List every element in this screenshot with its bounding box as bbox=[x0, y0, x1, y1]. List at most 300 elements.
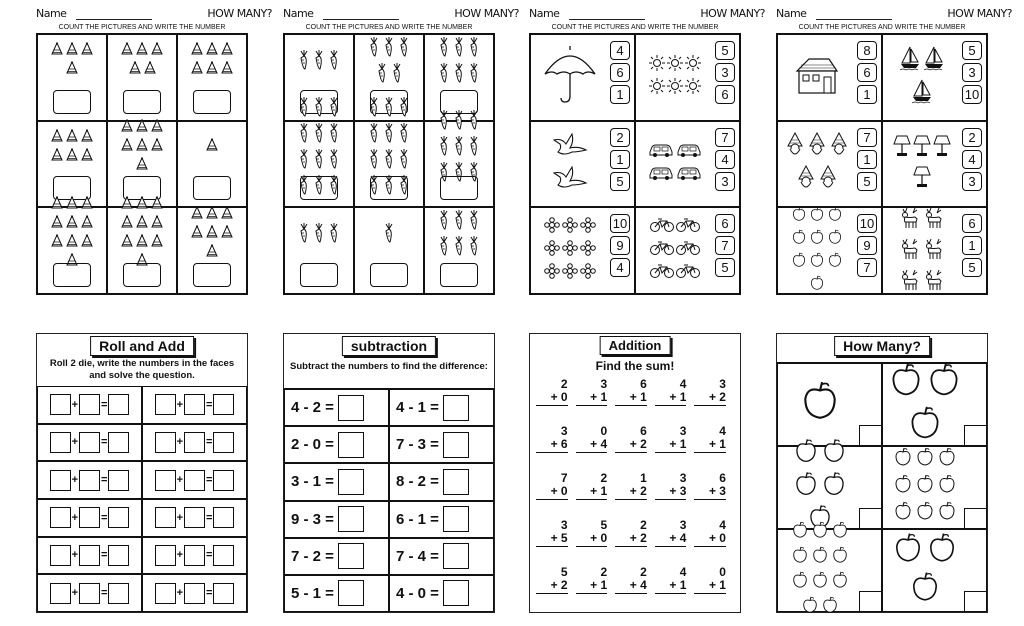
equation-text: 5 - 1 = bbox=[291, 584, 334, 602]
addition-problem bbox=[576, 519, 616, 557]
party-hat-icon bbox=[65, 215, 79, 234]
answer-box[interactable] bbox=[964, 591, 986, 611]
die-box[interactable] bbox=[184, 470, 205, 491]
sum-space[interactable] bbox=[655, 406, 687, 416]
bicycle-icon bbox=[676, 217, 700, 238]
bird-icon bbox=[552, 165, 588, 196]
answer-box[interactable] bbox=[370, 176, 408, 200]
addend-bottom: + 1 bbox=[694, 438, 726, 453]
equals-sign: = bbox=[206, 474, 213, 487]
addend-bottom: + 2 bbox=[694, 391, 726, 406]
sum-space[interactable] bbox=[615, 594, 647, 604]
addend-top: 3 bbox=[679, 518, 687, 532]
die-box[interactable] bbox=[155, 470, 176, 491]
addition-title: Addition bbox=[600, 336, 671, 355]
sum-space[interactable] bbox=[655, 500, 687, 510]
carrot-icon bbox=[383, 97, 395, 122]
sum-space[interactable] bbox=[576, 594, 608, 604]
choice-cell bbox=[635, 121, 740, 208]
subtraction-problem bbox=[389, 426, 494, 463]
party-hat-icon bbox=[80, 129, 94, 148]
sum-space[interactable] bbox=[694, 500, 726, 510]
die-box[interactable] bbox=[155, 545, 176, 566]
addition-problem bbox=[655, 472, 695, 510]
addend-bottom: + 0 bbox=[536, 485, 568, 500]
number-choice[interactable]: 4 bbox=[610, 258, 630, 277]
answer-box[interactable] bbox=[300, 176, 338, 200]
answer-box[interactable] bbox=[338, 395, 364, 421]
count-cell bbox=[177, 207, 247, 294]
answer-box[interactable] bbox=[338, 543, 364, 569]
number-choice[interactable]: 10 bbox=[962, 85, 982, 104]
equals-sign: = bbox=[101, 474, 108, 487]
bicycle-icon bbox=[650, 217, 674, 238]
addend-top: 3 bbox=[600, 377, 608, 391]
carrot-icon bbox=[368, 97, 380, 122]
party-hat-icon bbox=[65, 129, 79, 148]
apple-icon bbox=[926, 532, 958, 569]
apple-icon bbox=[907, 405, 943, 446]
number-choice[interactable]: 1 bbox=[857, 150, 877, 169]
carrot-icon bbox=[298, 50, 310, 75]
carrot-icon bbox=[398, 123, 410, 148]
apple-icon bbox=[893, 447, 913, 472]
carrot-icon-group bbox=[285, 208, 353, 262]
number-choice[interactable]: 5 bbox=[857, 172, 877, 191]
party-hat-icon bbox=[80, 42, 94, 61]
sun-icon bbox=[649, 55, 665, 76]
party-hat-icon bbox=[135, 157, 149, 176]
addition-problem bbox=[615, 519, 655, 557]
choice-cell bbox=[777, 34, 882, 121]
roll-and-add-title: Roll and Add bbox=[90, 336, 194, 356]
number-choice[interactable]: 6 bbox=[962, 214, 982, 233]
addition-problem bbox=[655, 519, 695, 557]
how-many-label: HOW MANY? bbox=[947, 7, 1012, 20]
addition-problem bbox=[694, 519, 734, 557]
addition-problem bbox=[694, 472, 734, 510]
carrot-icon-group bbox=[355, 35, 423, 89]
carrot-icon-group bbox=[355, 208, 423, 262]
number-choice[interactable]: 5 bbox=[962, 41, 982, 60]
carrot-icon bbox=[438, 210, 450, 235]
addend-bottom: + 6 bbox=[536, 438, 568, 453]
sum-box[interactable] bbox=[108, 394, 129, 415]
sum-space[interactable] bbox=[536, 594, 568, 604]
equals-sign: = bbox=[101, 549, 108, 562]
die-box[interactable] bbox=[184, 545, 205, 566]
carrot-icon bbox=[368, 149, 380, 174]
reindeer-icon bbox=[923, 205, 945, 234]
answer-box[interactable] bbox=[443, 580, 469, 606]
equals-sign: = bbox=[101, 436, 108, 449]
plus-sign: + bbox=[176, 549, 183, 562]
answer-box[interactable] bbox=[338, 432, 364, 458]
number-choice[interactable]: 6 bbox=[715, 85, 735, 104]
number-choice[interactable]: 8 bbox=[857, 41, 877, 60]
answer-box[interactable] bbox=[440, 176, 478, 200]
sum-box[interactable] bbox=[108, 470, 129, 491]
party-hat-icon bbox=[120, 234, 134, 253]
roll-add-row bbox=[142, 537, 247, 575]
die-box[interactable] bbox=[79, 507, 100, 528]
sum-space[interactable] bbox=[576, 406, 608, 416]
party-hat-icon bbox=[50, 148, 64, 167]
choice-cell bbox=[530, 121, 635, 208]
addend-bottom: + 5 bbox=[536, 532, 568, 547]
die-box[interactable] bbox=[184, 507, 205, 528]
answer-box[interactable] bbox=[338, 506, 364, 532]
party-hat-icon bbox=[205, 206, 219, 225]
carrot-icon bbox=[313, 123, 325, 148]
sum-space[interactable] bbox=[615, 453, 647, 463]
how-many-card bbox=[776, 333, 988, 613]
equals-sign: = bbox=[101, 587, 108, 600]
answer-box[interactable] bbox=[859, 508, 881, 528]
subtraction-problem bbox=[284, 501, 389, 538]
die-box[interactable] bbox=[50, 394, 71, 415]
addition-problem bbox=[536, 519, 576, 557]
apple-icon-group bbox=[782, 368, 857, 439]
count-cell bbox=[107, 34, 177, 121]
count-cell bbox=[777, 363, 882, 446]
answer-box[interactable] bbox=[300, 263, 338, 287]
sum-box[interactable] bbox=[213, 394, 234, 415]
house-icon-group bbox=[782, 39, 851, 116]
sum-box[interactable] bbox=[213, 545, 234, 566]
car-icon bbox=[648, 142, 674, 163]
sum-space[interactable] bbox=[536, 453, 568, 463]
die-box[interactable] bbox=[50, 507, 71, 528]
sun-icon bbox=[685, 55, 701, 76]
answer-box[interactable] bbox=[338, 469, 364, 495]
sum-space[interactable] bbox=[615, 547, 647, 557]
number-choice[interactable]: 1 bbox=[962, 236, 982, 255]
answer-box[interactable] bbox=[443, 432, 469, 458]
apple-icon bbox=[937, 474, 957, 499]
addend-top: 3 bbox=[679, 424, 687, 438]
sum-box[interactable] bbox=[108, 545, 129, 566]
worksheet-header bbox=[529, 5, 775, 23]
equals-sign: = bbox=[206, 587, 213, 600]
sum-space[interactable] bbox=[694, 453, 726, 463]
sum-space[interactable] bbox=[655, 594, 687, 604]
equals-sign: = bbox=[101, 511, 108, 524]
sun-icon-group bbox=[640, 39, 709, 116]
number-choice[interactable]: 5 bbox=[715, 258, 735, 277]
number-choice[interactable]: 4 bbox=[715, 150, 735, 169]
answer-box[interactable] bbox=[193, 263, 231, 287]
apple-icon bbox=[809, 252, 825, 273]
number-choice[interactable]: 3 bbox=[715, 63, 735, 82]
die-box[interactable] bbox=[50, 583, 71, 604]
die-box[interactable] bbox=[155, 394, 176, 415]
number-choice[interactable]: 5 bbox=[610, 172, 630, 191]
count-cell bbox=[37, 34, 107, 121]
bird-icon bbox=[552, 132, 588, 163]
number-choice[interactable]: 7 bbox=[715, 236, 735, 255]
addition-problem bbox=[655, 378, 695, 416]
sum-space[interactable] bbox=[694, 547, 726, 557]
party-hat-icon bbox=[220, 42, 234, 61]
die-box[interactable] bbox=[79, 470, 100, 491]
number-choice[interactable]: 5 bbox=[962, 258, 982, 277]
party-hat-icon bbox=[135, 234, 149, 253]
number-choices bbox=[715, 128, 735, 191]
apple-icon bbox=[926, 362, 962, 403]
number-choices bbox=[857, 128, 877, 191]
sum-space[interactable] bbox=[536, 406, 568, 416]
sum-box[interactable] bbox=[108, 583, 129, 604]
number-choice[interactable]: 4 bbox=[962, 150, 982, 169]
die-box[interactable] bbox=[79, 432, 100, 453]
carrot-icon bbox=[468, 210, 480, 235]
apple-icon bbox=[893, 474, 913, 499]
number-choice[interactable]: 2 bbox=[610, 128, 630, 147]
sum-space[interactable] bbox=[694, 594, 726, 604]
party-hat-icon bbox=[120, 215, 134, 234]
sum-space[interactable] bbox=[615, 500, 647, 510]
sum-space[interactable] bbox=[576, 547, 608, 557]
equation-text: 7 - 3 = bbox=[396, 436, 439, 454]
number-choice[interactable]: 3 bbox=[715, 172, 735, 191]
die-box[interactable] bbox=[155, 507, 176, 528]
die-box[interactable] bbox=[184, 583, 205, 604]
carrot-icon bbox=[468, 136, 480, 161]
name-label: Name bbox=[36, 7, 67, 20]
sum-space[interactable] bbox=[536, 500, 568, 510]
gnome-icon bbox=[785, 132, 805, 163]
addition-problem bbox=[694, 425, 734, 463]
party-hat-icon bbox=[205, 244, 219, 263]
number-choice[interactable]: 10 bbox=[610, 214, 630, 233]
apple-icon bbox=[809, 229, 825, 250]
sum-space[interactable] bbox=[536, 547, 568, 557]
addend-bottom: + 2 bbox=[615, 532, 647, 547]
how-many-label: HOW MANY? bbox=[454, 7, 519, 20]
apple-icon bbox=[831, 571, 849, 594]
count-cell bbox=[354, 121, 424, 208]
plus-sign: + bbox=[176, 587, 183, 600]
die-box[interactable] bbox=[155, 432, 176, 453]
answer-box[interactable] bbox=[443, 469, 469, 495]
carrot-icon bbox=[453, 236, 465, 261]
answer-box[interactable] bbox=[123, 263, 161, 287]
car-icon bbox=[648, 165, 674, 186]
equation-text: 2 - 0 = bbox=[291, 436, 334, 454]
sum-space[interactable] bbox=[694, 406, 726, 416]
die-box[interactable] bbox=[79, 583, 100, 604]
sum-box[interactable] bbox=[213, 432, 234, 453]
answer-box[interactable] bbox=[123, 90, 161, 114]
addend-bottom: + 1 bbox=[655, 579, 687, 594]
addend-bottom: + 0 bbox=[576, 532, 608, 547]
subtraction-problem bbox=[284, 538, 389, 575]
die-box[interactable] bbox=[50, 432, 71, 453]
die-box[interactable] bbox=[50, 470, 71, 491]
number-choice[interactable]: 4 bbox=[610, 41, 630, 60]
car-icon bbox=[676, 165, 702, 186]
sum-space[interactable] bbox=[655, 453, 687, 463]
addend-top: 3 bbox=[560, 424, 568, 438]
roll-add-row bbox=[37, 537, 142, 575]
party-hat-icon bbox=[128, 61, 142, 80]
subtraction-problem bbox=[389, 389, 494, 426]
count-cell bbox=[354, 207, 424, 294]
count-cell bbox=[177, 34, 247, 121]
carrot-icon bbox=[438, 63, 450, 88]
answer-box[interactable] bbox=[193, 176, 231, 200]
plus-sign: + bbox=[71, 474, 78, 487]
number-choice[interactable]: 7 bbox=[715, 128, 735, 147]
answer-box[interactable] bbox=[193, 90, 231, 114]
car-icon-group bbox=[640, 126, 709, 203]
addition-problem bbox=[615, 472, 655, 510]
answer-box[interactable] bbox=[53, 263, 91, 287]
number-choice[interactable]: 1 bbox=[610, 85, 630, 104]
lamp-icon bbox=[893, 134, 911, 163]
number-choices bbox=[610, 41, 630, 104]
answer-box[interactable] bbox=[964, 508, 986, 528]
party-hat-icon bbox=[205, 61, 219, 80]
die-box[interactable] bbox=[79, 394, 100, 415]
sum-space[interactable] bbox=[576, 453, 608, 463]
carrot-icon bbox=[368, 123, 380, 148]
apple-icon bbox=[821, 596, 839, 619]
worksheet-instruction: COUNT THE PICTURES AND WRITE THE NUMBER bbox=[551, 24, 719, 31]
answer-box[interactable] bbox=[440, 263, 478, 287]
number-choices bbox=[610, 214, 630, 277]
subtraction-problem bbox=[284, 463, 389, 500]
number-choice[interactable]: 1 bbox=[610, 150, 630, 169]
party-hat-icon bbox=[120, 42, 134, 61]
addend-top: 4 bbox=[679, 565, 687, 579]
count-cell bbox=[37, 207, 107, 294]
addend-top: 6 bbox=[719, 471, 726, 485]
answer-box[interactable] bbox=[859, 591, 881, 611]
equation-text: 8 - 2 = bbox=[396, 473, 439, 491]
name-field[interactable] bbox=[323, 19, 399, 20]
bicycle-icon bbox=[650, 263, 674, 284]
flower-icon bbox=[580, 217, 596, 238]
subtraction-title: subtraction bbox=[342, 336, 436, 356]
house-icon bbox=[795, 55, 839, 100]
party-hat-icon-group bbox=[178, 122, 246, 174]
choice-cell bbox=[882, 34, 987, 121]
apple-icon bbox=[793, 471, 819, 502]
carrot-icon bbox=[468, 63, 480, 88]
party-hat-icon bbox=[190, 225, 204, 244]
answer-box[interactable] bbox=[370, 263, 408, 287]
sum-box[interactable] bbox=[108, 507, 129, 528]
sum-box[interactable] bbox=[213, 470, 234, 491]
apple-icon bbox=[809, 206, 825, 227]
number-choice[interactable]: 9 bbox=[610, 236, 630, 255]
carrot-icon bbox=[298, 223, 310, 248]
count-cell bbox=[777, 529, 882, 612]
subtraction-problem bbox=[284, 389, 389, 426]
sum-space[interactable] bbox=[615, 406, 647, 416]
answer-box[interactable] bbox=[443, 506, 469, 532]
choice-cell bbox=[882, 121, 987, 208]
flower-icon bbox=[544, 240, 560, 261]
sum-box[interactable] bbox=[213, 507, 234, 528]
apple-icon bbox=[937, 501, 957, 526]
worksheet-instruction: COUNT THE PICTURES AND WRITE THE NUMBER bbox=[305, 24, 473, 31]
sum-space[interactable] bbox=[655, 547, 687, 557]
worksheet-header bbox=[283, 5, 529, 23]
number-choice[interactable]: 10 bbox=[857, 214, 877, 233]
roll-add-row bbox=[37, 386, 142, 424]
number-choice[interactable]: 7 bbox=[857, 128, 877, 147]
number-choice[interactable]: 1 bbox=[857, 85, 877, 104]
answer-box[interactable] bbox=[443, 395, 469, 421]
number-choice[interactable]: 6 bbox=[715, 214, 735, 233]
addend-bottom: + 1 bbox=[655, 438, 687, 453]
number-choice[interactable]: 6 bbox=[857, 63, 877, 82]
answer-box[interactable] bbox=[338, 580, 364, 606]
plus-sign: + bbox=[176, 436, 183, 449]
addition-problems bbox=[536, 378, 734, 604]
choice-cell bbox=[635, 207, 740, 294]
party-hat-icon bbox=[135, 215, 149, 234]
addend-top: 6 bbox=[640, 424, 647, 438]
name-field[interactable] bbox=[76, 19, 152, 20]
addend-bottom: + 2 bbox=[615, 485, 647, 500]
equals-sign: = bbox=[101, 398, 108, 411]
answer-box[interactable] bbox=[859, 425, 881, 445]
number-choice[interactable]: 3 bbox=[962, 172, 982, 191]
how-many-title: How Many? bbox=[834, 336, 930, 356]
die-box[interactable] bbox=[50, 545, 71, 566]
carrot-icon bbox=[298, 123, 310, 148]
name-field[interactable] bbox=[569, 19, 645, 20]
answer-box[interactable] bbox=[964, 425, 986, 445]
addend-top: 2 bbox=[600, 565, 608, 579]
party-hat-icon bbox=[190, 42, 204, 61]
die-box[interactable] bbox=[184, 432, 205, 453]
carrot-icon bbox=[453, 37, 465, 62]
number-choice[interactable]: 3 bbox=[962, 63, 982, 82]
apple-icon bbox=[915, 447, 935, 472]
die-box[interactable] bbox=[184, 394, 205, 415]
gnome-icon-group bbox=[782, 126, 851, 203]
number-choice[interactable]: 9 bbox=[857, 236, 877, 255]
count-cell bbox=[177, 121, 247, 208]
number-choice[interactable]: 6 bbox=[610, 63, 630, 82]
lamp-icon-group bbox=[887, 126, 956, 203]
carrot-icon bbox=[368, 37, 380, 62]
reindeer-icon bbox=[923, 267, 945, 296]
bird-icon-group bbox=[535, 126, 604, 203]
plus-sign: + bbox=[71, 587, 78, 600]
die-box[interactable] bbox=[155, 583, 176, 604]
plus-sign: + bbox=[71, 436, 78, 449]
answer-box[interactable] bbox=[443, 543, 469, 569]
sum-box[interactable] bbox=[108, 432, 129, 453]
number-choice[interactable]: 2 bbox=[962, 128, 982, 147]
number-choice[interactable]: 5 bbox=[715, 41, 735, 60]
sum-box[interactable] bbox=[213, 583, 234, 604]
party-hat-icon bbox=[205, 138, 219, 157]
die-box[interactable] bbox=[79, 545, 100, 566]
answer-box[interactable] bbox=[53, 90, 91, 114]
plus-sign: + bbox=[71, 398, 78, 411]
how-many-label: HOW MANY? bbox=[207, 7, 272, 20]
sum-space[interactable] bbox=[576, 500, 608, 510]
name-field[interactable] bbox=[816, 19, 892, 20]
number-choice[interactable]: 7 bbox=[857, 258, 877, 277]
